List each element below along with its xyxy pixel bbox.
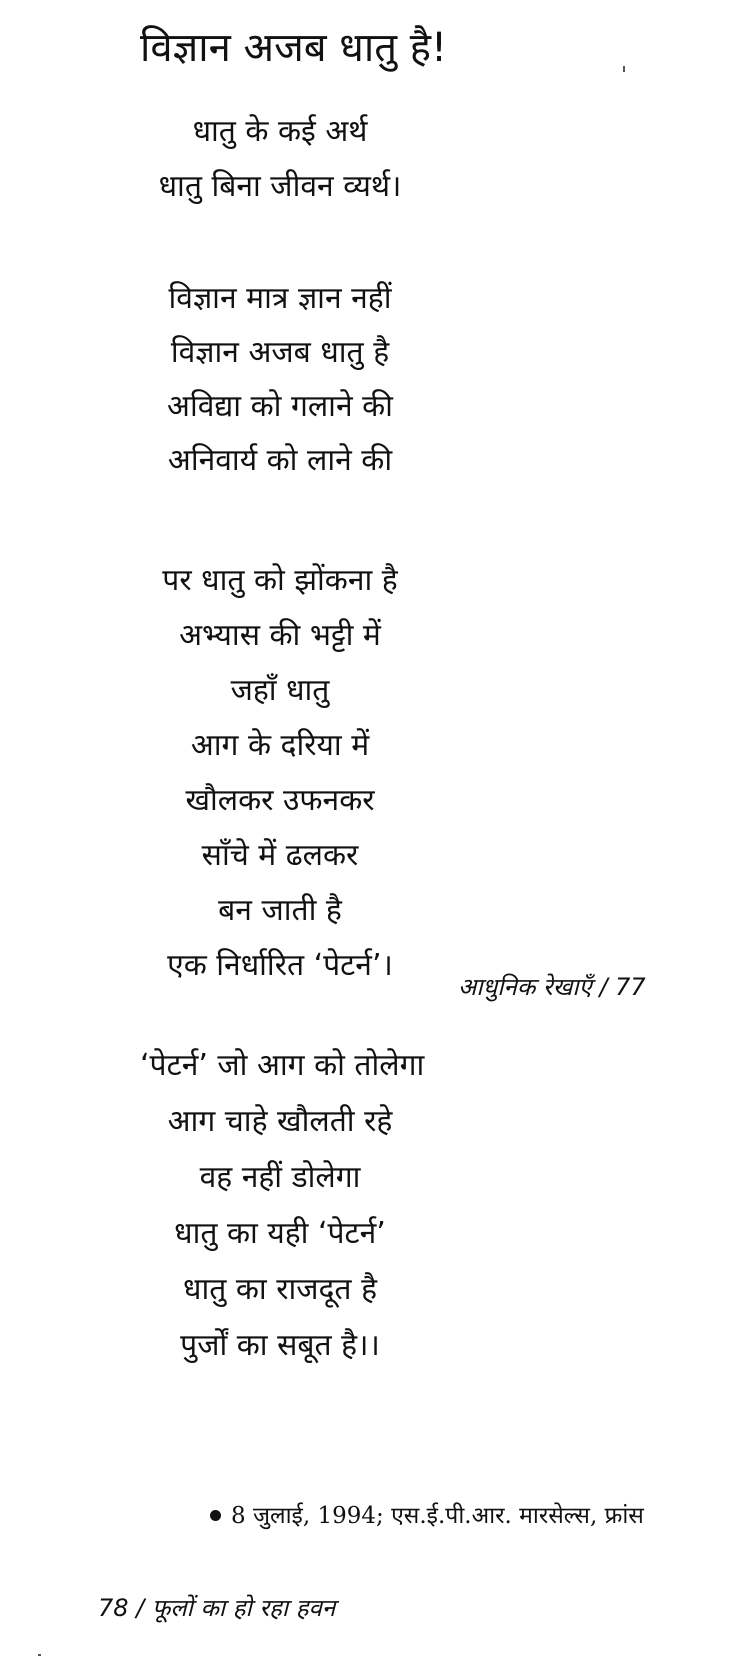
- stanza-2: [140, 272, 420, 488]
- running-head: आधुनिक रेखाएँ / 77: [458, 973, 646, 1001]
- page-footer: 78 / फूलों का हो रहा हवन: [98, 1594, 336, 1622]
- poem-line: बन जाती है: [218, 893, 342, 928]
- bullet-icon: [210, 1510, 221, 1521]
- poem-line: धातु का यही ‘पेटर्न’: [174, 1216, 386, 1251]
- scan-mark: [38, 1654, 41, 1656]
- scan-mark: [623, 66, 625, 72]
- dateline-text: 8 जुलाई, 1994; एस.ई.पी.आर. मारसेल्स, फ्रांस: [231, 1503, 644, 1529]
- poem-line: पुर्जों का सबूत है।।: [180, 1328, 380, 1363]
- dateline: [210, 1500, 644, 1532]
- poem-line: आग के दरिया में: [190, 728, 370, 763]
- poem-line: धातु के कई अर्थ: [192, 114, 368, 149]
- poem-title: विज्ञान अजब धातु है!: [140, 25, 448, 71]
- poem-line: अनिवार्य को लाने की: [167, 443, 393, 478]
- poem-line: आग चाहे खौलती रहे: [167, 1104, 393, 1139]
- poem-line: खौलकर उफनकर: [185, 783, 375, 818]
- poem-line: धातु बिना जीवन व्यर्थ।: [158, 169, 402, 204]
- poem-line: अविद्या को गलाने की: [167, 389, 393, 424]
- poem-line: जहाँ धातु: [230, 673, 330, 708]
- poem-line: एक निर्धारित ‘पेटर्न’।: [167, 948, 393, 983]
- poem-line: साँचे में ढलकर: [201, 838, 359, 873]
- poem-line: विज्ञान अजब धातु है: [170, 335, 390, 370]
- stanza-3: [140, 553, 420, 993]
- stanza-4: [140, 1038, 425, 1374]
- poem-line: विज्ञान मात्र ज्ञान नहीं: [168, 281, 392, 316]
- poem-line: धातु का राजदूत है: [183, 1272, 377, 1307]
- poem-line: ‘पेटर्न’ जो आग को तोलेगा: [140, 1048, 425, 1083]
- poem-line: वह नहीं डोलेगा: [199, 1160, 361, 1195]
- poem-line: अभ्यास की भट्टी में: [179, 618, 381, 653]
- poem-line: पर धातु को झोंकना है: [162, 563, 398, 598]
- stanza-1: [140, 104, 420, 214]
